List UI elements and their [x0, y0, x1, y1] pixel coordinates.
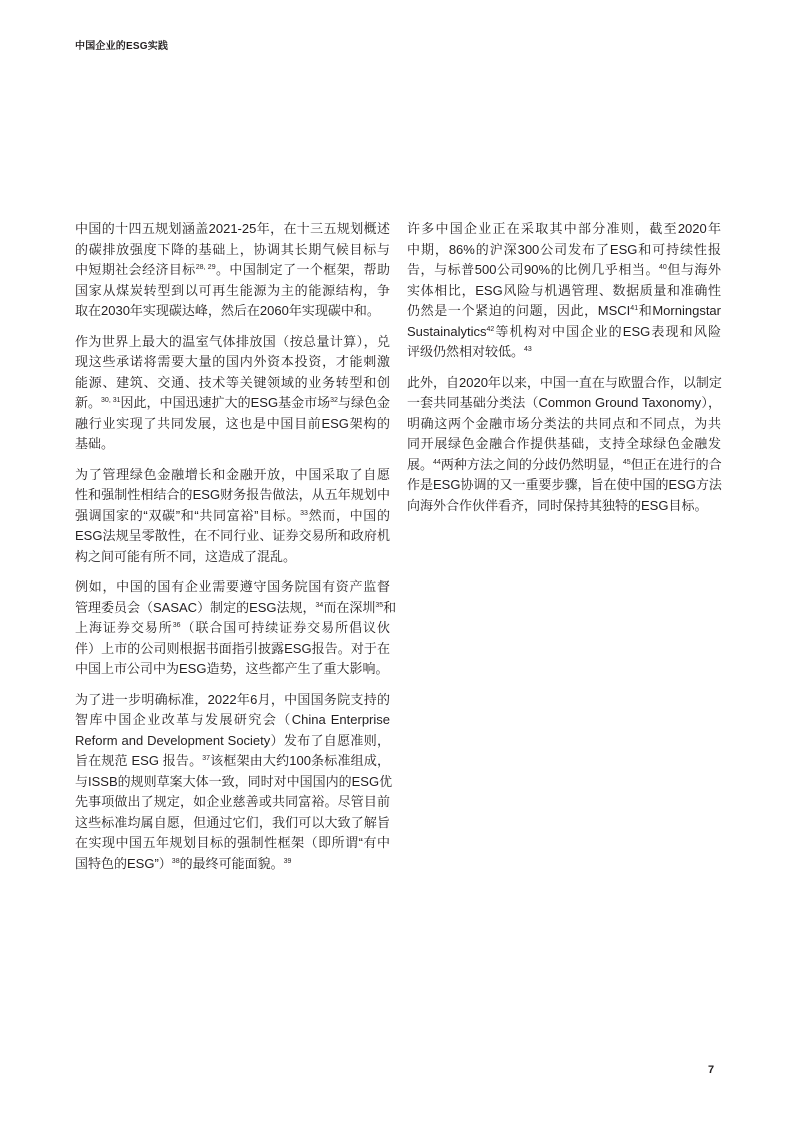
footnote-ref: 33 — [300, 509, 308, 517]
text-line: 同开展绿色金融合作提供基础，支持全球绿色金融发 — [407, 436, 721, 451]
text-run: 而在深圳 — [323, 599, 376, 615]
text-run: 的最终可能面貌。 — [179, 855, 284, 871]
text-line: 构之间可能有所不同，这造成了混乱。 — [75, 548, 297, 564]
text-line — [407, 342, 721, 363]
text-line — [407, 322, 721, 343]
text-line — [75, 260, 390, 281]
text-line: 中国上市公司中为ESG造势，这些都产生了重大影响。 — [75, 661, 389, 676]
text-line: 的碳排放强度下降的基础上，协调其长期气候目标与 — [75, 241, 390, 257]
text-run: 展。 — [407, 456, 434, 472]
body-paragraph — [75, 332, 390, 455]
text-run: 强调国家的“双碳”和“共同富裕”目标。 — [75, 507, 301, 523]
text-line: 性和强制性相结合的ESG财务报告做法，从五年规划中 — [75, 487, 390, 502]
text-run: 告，与标普500公司90%的比例几乎相当。 — [407, 262, 659, 277]
footnote-ref: 45 — [622, 458, 631, 466]
text-line: 能源、建筑、交通、技术等关键领域的业务转型和创 — [75, 374, 390, 390]
text-run: 因此，中国迅速扩大的ESG基金市场 — [120, 395, 331, 410]
text-run: 然而，中国的 — [307, 507, 390, 523]
footnote-ref: 38 — [171, 857, 180, 865]
text-line: 为了进一步明确标准，2022年6月，中国国务院支持的 — [75, 691, 390, 707]
text-line: 融行业实现了共同发展，这也是中国目前ESG架构的 — [75, 415, 390, 431]
footnote-ref: 34 — [315, 601, 324, 609]
text-run: 中短期社会经济目标 — [75, 262, 196, 277]
text-line: 国家从煤炭转型到以可再生能源为主的能源结构，争 — [75, 282, 390, 298]
footnote-ref: 40 — [659, 264, 667, 271]
text-line: 例如，中国的国有企业需要遵守国务院国有资产监督 — [75, 579, 390, 594]
text-line: 此外，自2020年以来，中国一直在与欧盟合作，以制定 — [407, 374, 722, 390]
text-line: 向海外合作伙伴看齐，同时保持其独特的ESG目标。 — [407, 497, 708, 513]
text-run: （联合国可持续证券交易所倡议伙 — [180, 620, 390, 635]
body-paragraph — [75, 219, 390, 322]
text-line: 伴）上市的公司则根据书面指引披露ESG报告。对于在 — [75, 640, 390, 656]
footnote-ref: 42 — [486, 325, 495, 333]
text-line — [407, 260, 721, 281]
text-line: 现这些承诺将需要大量的国内外资本投资，才能刺激 — [75, 354, 390, 369]
text-run: 仍然是一个紧迫的问题，因此，MSCI — [407, 303, 631, 318]
text-line — [75, 598, 397, 619]
text-line: 与ISSB的规则草案大体一致，同时对中国国内的ESG优 — [75, 773, 393, 789]
text-line: 实体相比，ESG风险与机遇管理、数据质量和准确性 — [407, 282, 721, 298]
text-line: 许多中国企业正在采取其中部分准则，截至2020年 — [407, 221, 721, 236]
text-run: 国特色的ESG”） — [75, 855, 172, 871]
text-line — [75, 618, 390, 639]
text-line: 为了管理绿色金融增长和金融开放，中国采取了自愿 — [75, 466, 390, 482]
text-run: 两种方法之间的分歧仍然明显， — [440, 456, 623, 472]
text-run: Sustainalytics — [407, 323, 487, 339]
footnote-ref: 35 — [375, 601, 384, 609]
text-line: 作是ESG协调的又一重要步骤，旨在使中国的ESG方法 — [407, 477, 722, 492]
text-run: 该框架由大约100条标准组成， — [210, 753, 390, 768]
footnote-ref: 39 — [283, 857, 292, 865]
footnote-ref: 43 — [524, 346, 532, 353]
footnote-ref: 32 — [330, 397, 338, 404]
text-run: 旨在规范 ESG 报告。 — [75, 753, 203, 768]
footnote-ref: 36 — [172, 622, 181, 629]
text-run: 和Morningstar — [638, 303, 721, 318]
body-paragraph — [75, 690, 393, 875]
right-column — [407, 219, 721, 526]
text-line: 智库中国企业改革与发展研究会（China Enterprise — [75, 712, 390, 727]
text-line — [75, 393, 390, 414]
page-number: 7 — [708, 1064, 715, 1076]
text-run: 。中国制定了一个框架，帮助 — [215, 262, 390, 277]
body-paragraph — [75, 577, 397, 680]
text-line: 这些标准均属自愿，但通过它们，我们可以大致了解旨 — [75, 814, 390, 830]
text-line — [75, 854, 390, 875]
body-paragraph — [75, 465, 390, 568]
text-line — [407, 301, 721, 322]
body-paragraph — [407, 373, 721, 517]
running-header: 中国企业的ESG实践 — [75, 41, 169, 52]
text-line: 先事项做出了规定，如企业慈善或共同富裕。尽管目前 — [75, 794, 390, 809]
text-line — [407, 455, 721, 476]
text-line: 中期，86%的沪深300公司发布了ESG和可持续性报 — [407, 241, 721, 257]
text-run: 和 — [383, 599, 397, 615]
text-line: 中国的十四五规划涵盖2021-25年，在十三五规划概述 — [75, 221, 390, 236]
text-run: 管理委员会（SASAC）制定的ESG法规， — [75, 599, 316, 615]
text-line: Reform and Development Society）发布了自愿准则， — [75, 732, 390, 748]
text-line: ESG法规呈零散性，在不同行业、证券交易所和政府机 — [75, 528, 390, 543]
footnote-ref: 44 — [433, 458, 441, 466]
footnote-ref: 41 — [630, 305, 639, 312]
text-line: 作为世界上最大的温室气体排放国（按总量计算），兑 — [75, 333, 390, 349]
text-line — [75, 751, 390, 772]
text-line: 在实现中国五年规划目标的强制性框架（即所谓“有中 — [75, 835, 390, 850]
text-line: 一套共同基础分类法（Common Ground Taxonomy）， — [407, 395, 721, 410]
footnote-ref: 28, 29 — [195, 264, 216, 271]
text-run: 等机构对中国企业的ESG表现和风险 — [494, 323, 721, 339]
text-run: 评级仍然相对较低。 — [407, 344, 525, 359]
text-run: 新。 — [75, 395, 102, 410]
text-run: 与绿色金 — [337, 395, 390, 410]
text-run: 但与海外 — [666, 262, 721, 277]
text-run: 上海证券交易所 — [75, 620, 173, 635]
text-line: 明确这两个金融市场分类法的共同点和不同点，为共 — [407, 415, 721, 431]
footnote-ref: 37 — [202, 755, 211, 762]
text-line: 取在2030年实现碳达峰，然后在2060年实现碳中和。 — [75, 303, 380, 318]
text-line — [75, 506, 390, 527]
text-line: 基础。 — [75, 436, 115, 451]
text-run: 但正在进行的合 — [630, 456, 722, 472]
footnote-ref: 30, 31 — [101, 397, 121, 404]
left-column — [75, 219, 397, 884]
body-paragraph — [407, 219, 721, 363]
